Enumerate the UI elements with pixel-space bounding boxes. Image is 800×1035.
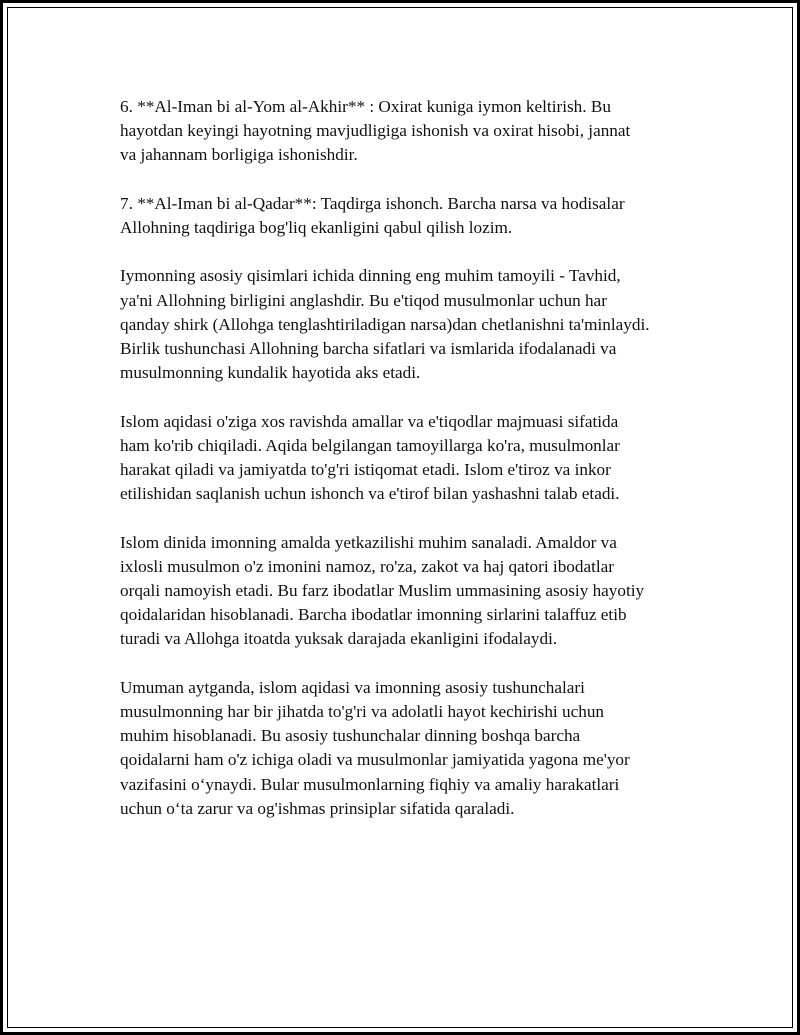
paragraph [120,95,700,168]
text-line: ya'ni Allohning birligini anglashdir. Bu e'tiqod musulmonlar uchun har [120,290,607,310]
paragraph [120,676,700,821]
text-line: Islom aqidasi o'ziga xos ravishda amallar va e'tiqodlar majmuasi sifatida [120,411,619,431]
text-line: va jahannam borligiga ishonishdir. [120,145,358,165]
text-line: ixlosli musulmon o'z imonini namoz, ro'za, zakot va haj qatori ibodatlar [120,556,615,576]
text-line: muhim hisoblanadi. Bu asosiy tushunchalar dinning boshqa barcha [120,726,581,746]
text-line: 6. **Al-Iman bi al-Yom al-Akhir** : Oxirat kuniga iymon keltirish. Bu [120,97,611,116]
text-line: hayotdan keyingi hayotning mavjudligiga ishonish va oxirat hisobi, jannat [120,121,631,141]
text-line: qoidalaridan hisoblanadi. Barcha ibodatlar imonning sirlarini talaffuz etib [120,605,627,625]
text-line: Iymonning asosiy qisimlari ichida dinning eng muhim tamoyili - Tavhid, [120,266,621,286]
text-line: Islom dinida imonning amalda yetkazilishi muhim sanaladi. Amaldor va [120,532,617,552]
text-line: turadi va Allohga itoatda yuksak darajada ekanligini ifodalaydi. [120,629,558,649]
text-line: Umuman aytganda, islom aqidasi va imonning asosiy tushunchalari [120,677,585,697]
text-line: orqali namoyish etadi. Bu farz ibodatlar Muslim ummasining asosiy hayotiy [120,581,645,600]
document-body [120,95,700,845]
text-line: qanday shirk (Allohga tenglashtiriladigan narsa)dan chetlanishni ta'minlaydi. [120,314,650,334]
text-line: vazifasini oʻynaydi. Bular musulmonlarning fiqhiy va amaliy harakatlari [120,774,620,794]
text-line: musulmonning kundalik hayotida aks etadi. [120,363,421,383]
text-line: 7. **Al-Iman bi al-Qadar**: Taqdirga ishonch. Barcha narsa va hodisalar [120,193,625,213]
text-line: uchun oʻta zarur va og'ishmas prinsiplar sifatida qaraladi. [120,798,515,818]
text-line: etilishidan saqlanish uchun ishonch va e'tirof bilan yashashni talab etadi. [120,484,620,504]
paragraph [120,410,700,507]
paragraph [120,192,700,240]
text-line: ham ko'rib chiqiladi. Aqida belgilangan tamoyillarga ko'ra, musulmonlar [120,435,620,455]
text-line: musulmonning har bir jihatda to'g'ri va adolatli hayot kechirishi uchun [120,702,605,721]
text-line: Allohning taqdiriga bog'liq ekanligini qabul qilish lozim. [120,218,513,237]
text-line: harakat qiladi va jamiyatda to'g'ri istiqomat etadi. Islom e'tiroz va inkor [120,460,611,479]
paragraph [120,264,700,385]
text-line: Birlik tushunchasi Allohning barcha sifatlari va ismlarida ifodalanadi va [120,339,617,358]
paragraph [120,531,700,652]
text-line: qoidalarni ham o'z ichiga oladi va musulmonlar jamiyatida yagona me'yor [120,750,630,770]
